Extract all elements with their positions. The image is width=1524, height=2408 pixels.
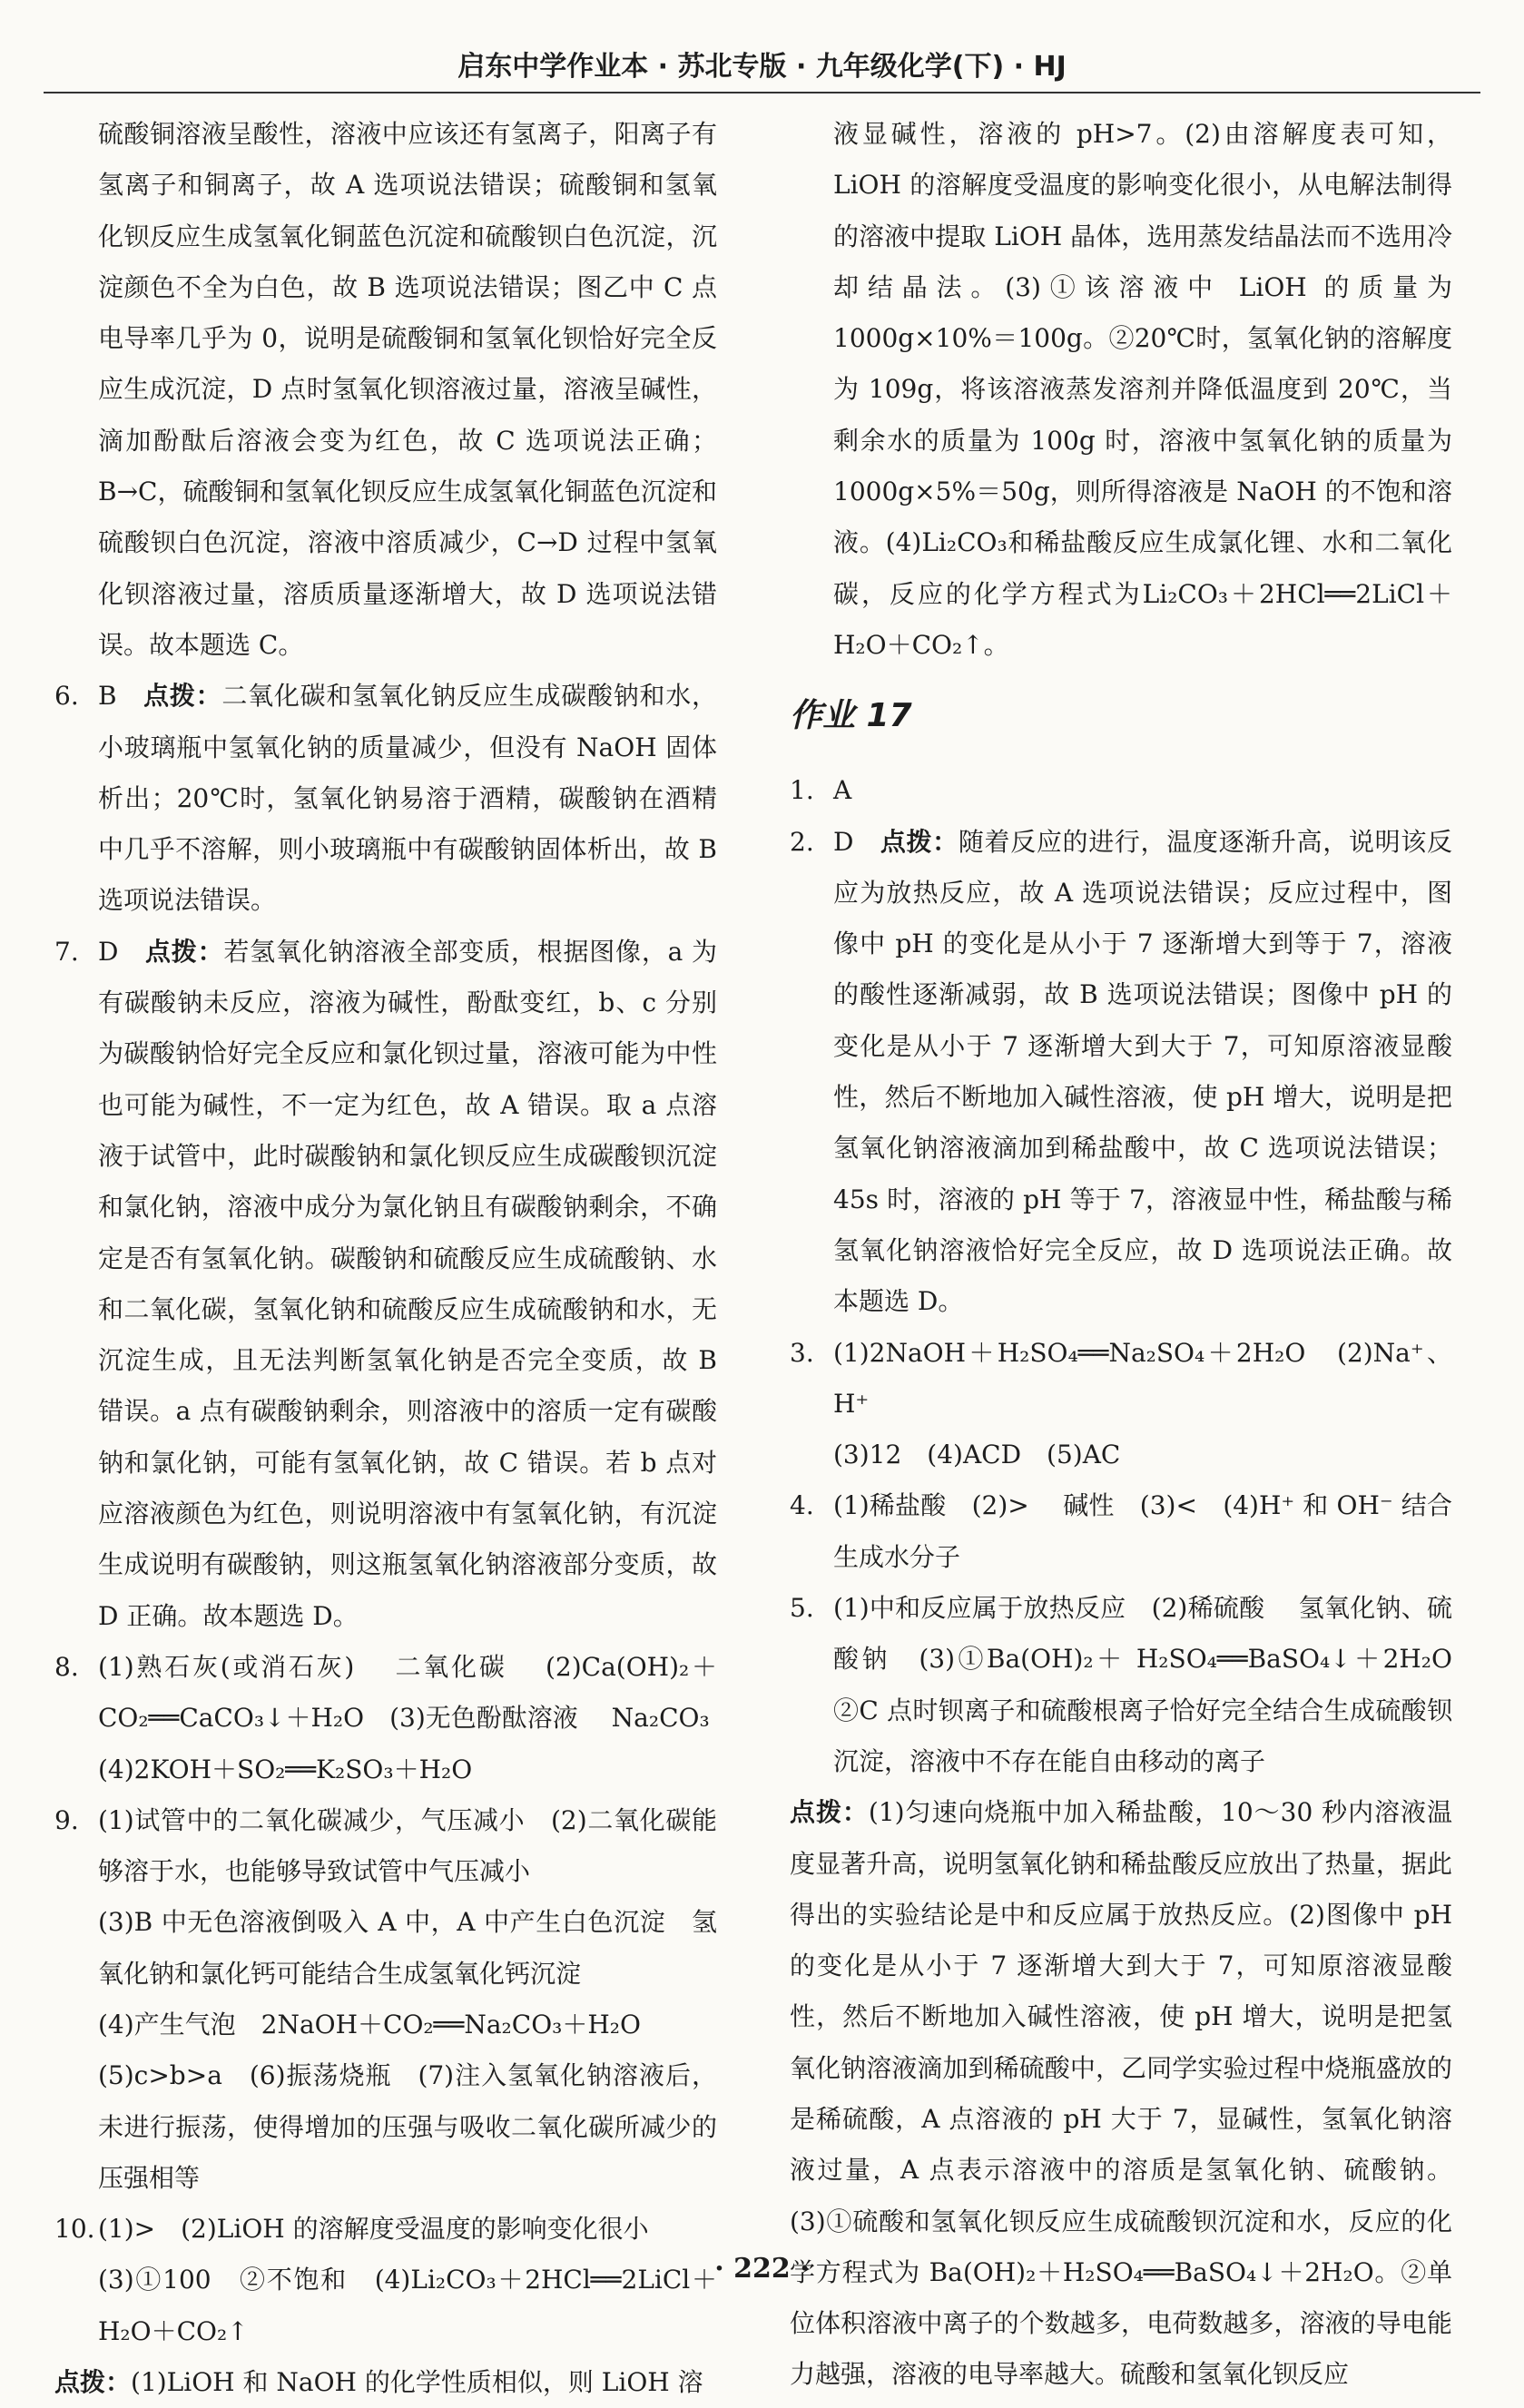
item-number: 5. <box>790 1593 814 1624</box>
item-number: 7. <box>54 936 79 967</box>
tip-text: (1)LiOH 和 NaOH 的化学性质相似，则 LiOH 溶 <box>131 2367 703 2398</box>
item-answer: B <box>98 681 117 712</box>
item-answer: A <box>833 775 852 806</box>
right-column <box>790 109 1479 2401</box>
answer-text: (1)中和反应属于放热反应 (2)稀硫酸 氢氧化钠、硫酸钠 (3)①Ba(OH)₂＋ H₂SO₄══BaSO₄↓＋2H₂O ②C 点时钡离子和硫酸根离子恰好完全结合生成硫酸钡沉淀，溶液中不存在能自由移动的离子 <box>833 1593 1479 1776</box>
tip-label: 点拨： <box>143 681 222 712</box>
answer-line: (5)c>b>a (6)振荡烧瓶 (7)注入氢氧化钠溶液后，未进行振荡，使得增加的压强与吸收二氧化碳所减少的压强相等 <box>98 2060 717 2193</box>
answer-line: (3)①100 ②不饱和 (4)Li₂CO₃＋2HCl══2LiCl＋H₂O＋CO₂↑ <box>98 2265 717 2346</box>
answer-item-1 <box>790 765 1452 816</box>
answer-item-5 <box>790 1583 1479 1787</box>
answer-line: (1)试管中的二氧化碳减少，气压减小 (2)二氧化碳能够溶于水，也能够导致试管中气压减小 <box>98 1804 717 1887</box>
header-rule <box>44 92 1480 93</box>
item-number: 4. <box>790 1490 814 1521</box>
tip-label: 点拨： <box>54 2367 132 2398</box>
answer-item-3 <box>790 1328 1452 1481</box>
answer-item-8 <box>54 1642 717 1795</box>
answer-line: (4)产生气泡 2NaOH＋CO₂══Na₂CO₃＋H₂O <box>98 2009 641 2039</box>
tip-label: 点拨： <box>790 1797 869 1828</box>
page-number: · 222 · <box>714 2253 810 2285</box>
tip-text: 随着反应的进行，温度逐渐升高，说明该反应为放热反应，故 A 选项说法错误；反应过程中，图像中 pH 的变化是从小于 7 逐渐增大到等于 7，溶液的酸性逐渐减弱，故 B 选项说法错误；图像中 pH 的变化是从小于 7 逐渐增大到大于 7，可知原溶液显酸性，然后不断地加入碱性溶液，使 pH 增大，说明是把氢氧化钠溶液滴加到稀盐酸中，故 C 选项说法错误；45s 时，溶液的 pH 等于 7，溶液显中性，稀盐酸与稀氢氧化钠溶液恰好完全反应，故 D 选项说法正确。故本题选 D。 <box>833 826 1452 1317</box>
answer-item-4 <box>790 1480 1452 1583</box>
tip-paragraph <box>790 1787 1452 2401</box>
page-header: 启东中学作业本 · 苏北专版 · 九年级化学(下) · HJ <box>457 51 1067 83</box>
answer-item-6 <box>54 671 717 926</box>
answer-line: (3)B 中无色溶液倒吸入 A 中，A 中产生白色沉淀 氢氧化钠和氯化钙可能结合生成氢氧化钙沉淀 <box>98 1907 717 1989</box>
item-number: 1. <box>790 775 814 806</box>
answer-line: (1)2NaOH＋H₂SO₄══Na₂SO₄＋2H₂O (2)Na⁺、H⁺ <box>833 1337 1452 1419</box>
item-answer: D <box>833 826 854 857</box>
tip-text: 若氢氧化钠溶液全部变质，根据图像，a 为有碳酸钠未反应，溶液为碱性，酚酞变红，b、c 分别为碳酸钠恰好完全反应和氯化钡过量，溶液可能为中性也可能为碱性，不一定为红色，故 A 错误。取 a 点溶液于试管中，此时碳酸钠和氯化钡反应生成碳酸钡沉淀和氯化钠，溶液中成分为氯化钠且有碳酸钠剩余，不确定是否有氢氧化钠。碳酸钠和硫酸反应生成硫酸钠、水和二氧化碳，氢氧化钠和硫酸反应生成硫酸钠和水，无沉淀生成，且无法判断氢氧化钠是否完全变质，故 B 错误。a 点有碳酸钠剩余，则溶液中的溶质一定有碳酸钠和氯化钠，可能有氢氧化钠，故 C 错误。若 b 点对应溶液颜色为红色，则说明溶液中有氢氧化钠，有沉淀生成说明有碳酸钠，则这瓶氢氧化钠溶液部分变质，故 D 正确。故本题选 D。 <box>98 936 717 1631</box>
answer-line: (1)> (2)LiOH 的溶解度受温度的影响变化很小 <box>98 2214 649 2245</box>
continued-explanation: 硫酸铜溶液呈酸性，溶液中应该还有氢离子，阳离子有氢离子和铜离子，故 A 选项说法错误；硫酸铜和氢氧化钡反应生成氢氧化铜蓝色沉淀和硫酸钡白色沉淀，沉淀颜色不全为白色，故 B 选项说法错误；图乙中 C 点电导率几乎为 0，说明是硫酸铜和氢氧化钡恰好完全反应生成沉淀，D 点时氢氧化钡溶液过量，溶液呈碱性，滴加酚酞后溶液会变为红色，故 C 选项说法正确；B→C，硫酸铜和氢氧化钡反应生成氢氧化铜蓝色沉淀和硫酸钡白色沉淀，溶液中溶质减少，C→D 过程中氢氧化钡溶液过量，溶质质量逐渐增大，故 D 选项说法错误。故本题选 C。 <box>98 119 717 660</box>
answer-line: (4)2KOH＋SO₂══K₂SO₃＋H₂O <box>98 1754 473 1784</box>
item-answer: D <box>98 936 119 967</box>
tip-label: 点拨： <box>145 936 224 967</box>
item-number: 2. <box>790 826 814 857</box>
tip-text: 二氧化碳和氢氧化钠反应生成碳酸钠和水，小玻璃瓶中氢氧化钠的质量减少，但没有 NaOH 固体析出；20℃时，氢氧化钠易溶于酒精，碳酸钠在酒精中几乎不溶解，则小玻璃瓶中有碳酸钠固体析出，故 B 选项说法错误。 <box>98 681 717 916</box>
item-number: 10. <box>54 2214 95 2245</box>
answer-text: (1)稀盐酸 (2)> 碱性 (3)< (4)H⁺ 和 OH⁻ 结合生成水分子 <box>833 1490 1452 1572</box>
item-number: 8. <box>54 1651 79 1682</box>
continued-explanation: 液显碱性，溶液的 pH>7。(2)由溶解度表可知，LiOH 的溶解度受温度的影响变化很小，从电解法制得的溶液中提取 LiOH 晶体，选用蒸发结晶法而不选用冷却结晶法。(3)①该溶液中 LiOH 的质量为 1000g×10%＝100g。②20℃时，氢氧化钠的溶解度为 109g，将该溶液蒸发溶剂并降低温度到 20℃，当剩余水的质量为 100g 时，溶液中氢氧化钠的质量为 1000g×5%＝50g，则所得溶液是 NaOH 的不饱和溶液。(4)Li₂CO₃和稀盐酸反应生成氯化锂、水和二氧化碳，反应的化学方程式为Li₂CO₃＋2HCl══2LiCl＋H₂O＋CO₂↑。 <box>833 119 1452 660</box>
item-number: 9. <box>54 1804 79 1835</box>
tip-text: (1)匀速向烧瓶中加入稀盐酸，10～30 秒内溶液温度显著升高，说明氢氧化钠和稀盐酸反应放出了热量，据此得出的实验结论是中和反应属于放热反应。(2)图像中 pH 的变化是从小于 7 逐渐增大到大于 7，可知原溶液显酸性，然后不断地加入碱性溶液，使 pH 增大，说明是把氢氧化钠溶液滴加到稀硫酸中，乙同学实验过程中烧瓶盛放的是稀硫酸，A 点溶液的 pH 大于 7，显碱性，氢氧化钠溶液过量，A 点表示溶液中的溶质是氢氧化钠、硫酸钠。(3)①硫酸和氢氧化钡反应生成硫酸钡沉淀和水，反应的化学方程式为 Ba(OH)₂＋H₂SO₄══BaSO₄↓＋2H₂O。②单位体积溶液中离子的个数越多，电荷数越多，溶液的导电能力越强，溶液的电导率越大。硫酸和氢氧化钡反应 <box>790 1797 1452 2390</box>
item-number: 3. <box>790 1337 814 1368</box>
answer-item-2 <box>790 817 1452 1328</box>
answer-line: (3)12 (4)ACD (5)AC <box>833 1440 1121 1470</box>
answer-line: (1)熟石灰(或消石灰) 二氧化碳 (2)Ca(OH)₂＋CO₂══CaCO₃↓＋H₂O (3)无色酚酞溶液 Na₂CO₃ <box>98 1651 717 1734</box>
answer-item-9 <box>54 1795 717 2204</box>
item-number: 6. <box>54 681 79 712</box>
left-column <box>54 109 717 2408</box>
tip-label: 点拨： <box>880 826 959 857</box>
answer-item-7 <box>54 927 717 1642</box>
tip-paragraph <box>54 2357 717 2408</box>
section-title: 作业 17 <box>790 697 912 735</box>
